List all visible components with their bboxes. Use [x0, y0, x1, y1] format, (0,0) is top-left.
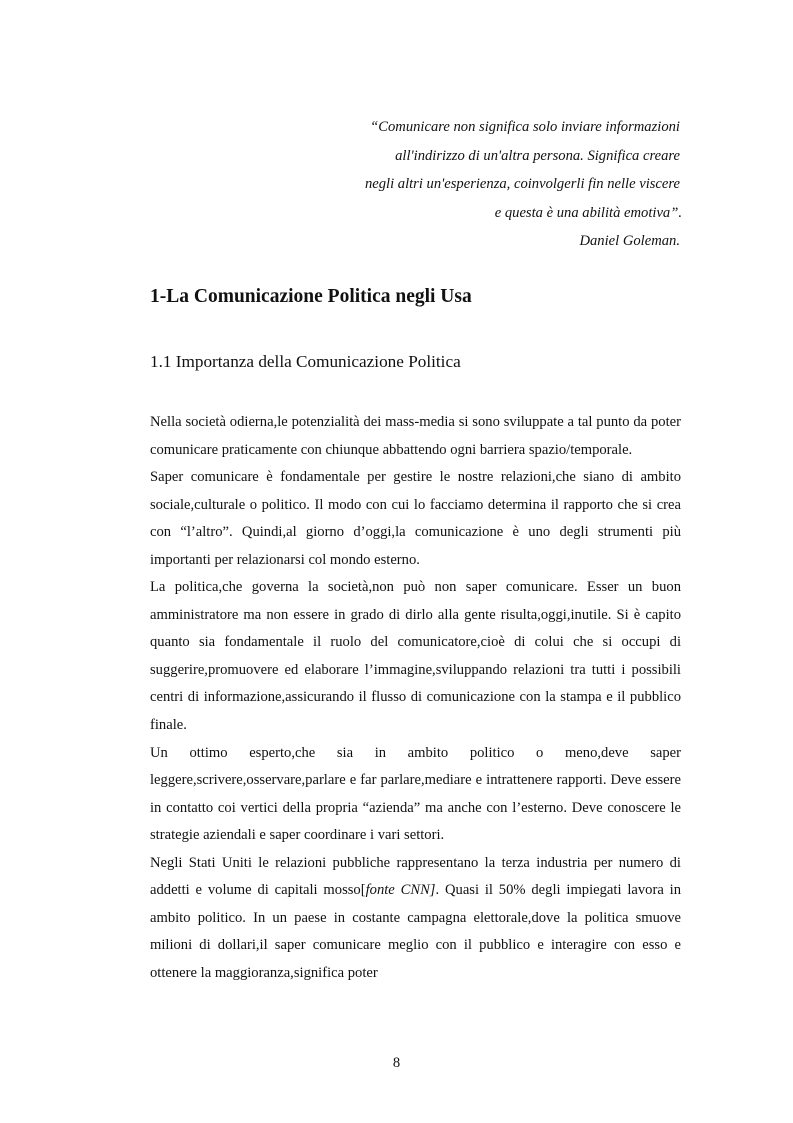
epigraph-line: e questa è una abilità emotiva”.: [494, 204, 682, 221]
paragraph-text: Negli Stati Uniti le relazioni pubbliche rappresentano la terza industria per numero di addetti e volume di capitali mosso[: [150, 854, 681, 899]
paragraph-text: . Quasi il 50% degli impiegati lavora in ambito politico. In un paese in costante campagna elettorale,dove la politica smuove milioni di dollari,il saper comunicare meglio con il pubblico e interagire con esso e ottenere la maggioranza,significa poter: [150, 882, 681, 981]
epigraph-author: Daniel Goleman.: [579, 233, 680, 250]
epigraph-quote: [300, 113, 680, 256]
paragraph: La politica,che governa la società,non può non saper comunicare. Esser un buon amministratore ma non essere in grado di dirlo alla gente risulta,oggi,inutile. Si è capito quanto sia fondamentale il ruolo del comunicatore,cioè di colui che si occupi di suggerire,promuovere ed elaborare l’immagine,sviluppando relazioni tra tutti i possibili centri di informazione,assicurando il flusso di comunicazione con la stampa e il pubblico finale.: [150, 579, 681, 734]
paragraph: [150, 850, 681, 988]
section-title: 1.1 Importanza della Comunicazione Politica: [150, 352, 461, 371]
epigraph-line: “Comunicare non significa solo inviare informazioni: [370, 119, 680, 135]
chapter-title: 1-La Comunicazione Politica negli Usa: [150, 286, 472, 307]
paragraph: Nella società odierna,le potenzialità dei mass-media si sono sviluppate a tal punto da poter comunicare praticamente con chiunque abbattendo ogni barriera spazio/temporale.: [150, 414, 681, 458]
page-number: 8: [392, 1055, 401, 1071]
paragraph: Un ottimo esperto,che sia in ambito politico o meno,deve saper leggere,scrivere,osservare,parlare e far parlare,mediare e intrattenere rapporti. Deve essere in contatto coi vertici della propria “azienda” ma anche con l’esterno. Deve conoscere le strategie aziendali e saper coordinare i vari settori.: [150, 744, 681, 844]
source-citation: fonte CNN]: [365, 882, 436, 899]
epigraph-line: all'indirizzo di un'altra persona. Significa creare: [395, 147, 680, 164]
body-text: [150, 409, 681, 987]
paragraph: Saper comunicare è fondamentale per gestire le nostre relazioni,che siano di ambito sociale,culturale o politico. Il modo con cui lo facciamo determina il rapporto che si crea con “l’altro”. Quindi,al giorno d’oggi,la comunicazione è uno degli strumenti più importanti per relazionarsi col mondo esterno.: [150, 469, 681, 568]
epigraph-line: negli altri un'esperienza, coinvolgerli fin nelle viscere: [364, 176, 680, 193]
